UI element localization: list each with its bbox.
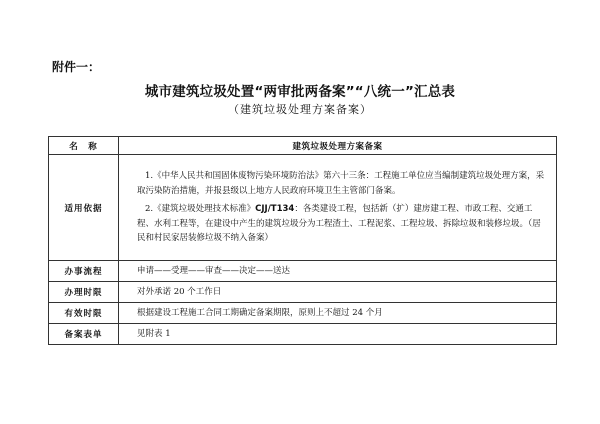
header-name-value: 建筑垃圾处理方案备案: [119, 137, 557, 155]
document-title: 城市建筑垃圾处置“两审批两备案”“八统一”汇总表: [144, 84, 456, 100]
validity-value: 根据建设工程施工合同工期确定备案期限，原则上不超过 24 个月: [119, 303, 557, 324]
table-row-validity: [49, 303, 557, 324]
form-label: 备案表单: [49, 324, 119, 345]
form-value: 见附表 1: [119, 324, 557, 345]
basis-item-1: 1.《中华人民共和国固体废物污染环境防治法》第六十三条：工程施工单位应当编制建筑垃圾处理方案，采取污染防治措施，并报县级以上地方人民政府环境卫生主管部门备案。: [137, 171, 545, 196]
time-limit-label: 办理时限: [49, 282, 119, 303]
basis-item-2-rest: ：各类建设工程，包括新（扩）建房建工程、市政工程、交通工程、水利工程等，在建设中产生的建筑垃圾分为工程渣土、工程泥浆、工程垃圾、拆除垃圾和装修垃圾。（居民和村民家居装修垃圾不纳入备案）: [137, 204, 541, 244]
table-row-basis: [49, 155, 557, 261]
summary-table: [48, 136, 557, 345]
header-name-label: 名 称: [49, 137, 119, 155]
standard-code: CJJ/T134: [255, 204, 295, 215]
basis-item-2: [137, 202, 548, 246]
table-row-time-limit: [49, 282, 557, 303]
time-limit-value: 对外承诺 20 个工作日: [119, 282, 557, 303]
validity-label: 有效时限: [49, 303, 119, 324]
table-row-form: [49, 324, 557, 345]
table-row-process: [49, 261, 557, 282]
table-header-row: [49, 137, 557, 155]
process-value: 申请——受理——审查——决定——送达: [119, 261, 557, 282]
process-label: 办事流程: [49, 261, 119, 282]
document-subtitle: （建筑垃圾处理方案备案）: [228, 103, 372, 116]
basis-label: 适用依据: [49, 155, 119, 261]
basis-content: [119, 155, 557, 261]
attachment-label: 附件一：: [52, 60, 101, 74]
basis-item-2-prefix: 2.《建筑垃圾处理技术标准》: [145, 204, 256, 215]
